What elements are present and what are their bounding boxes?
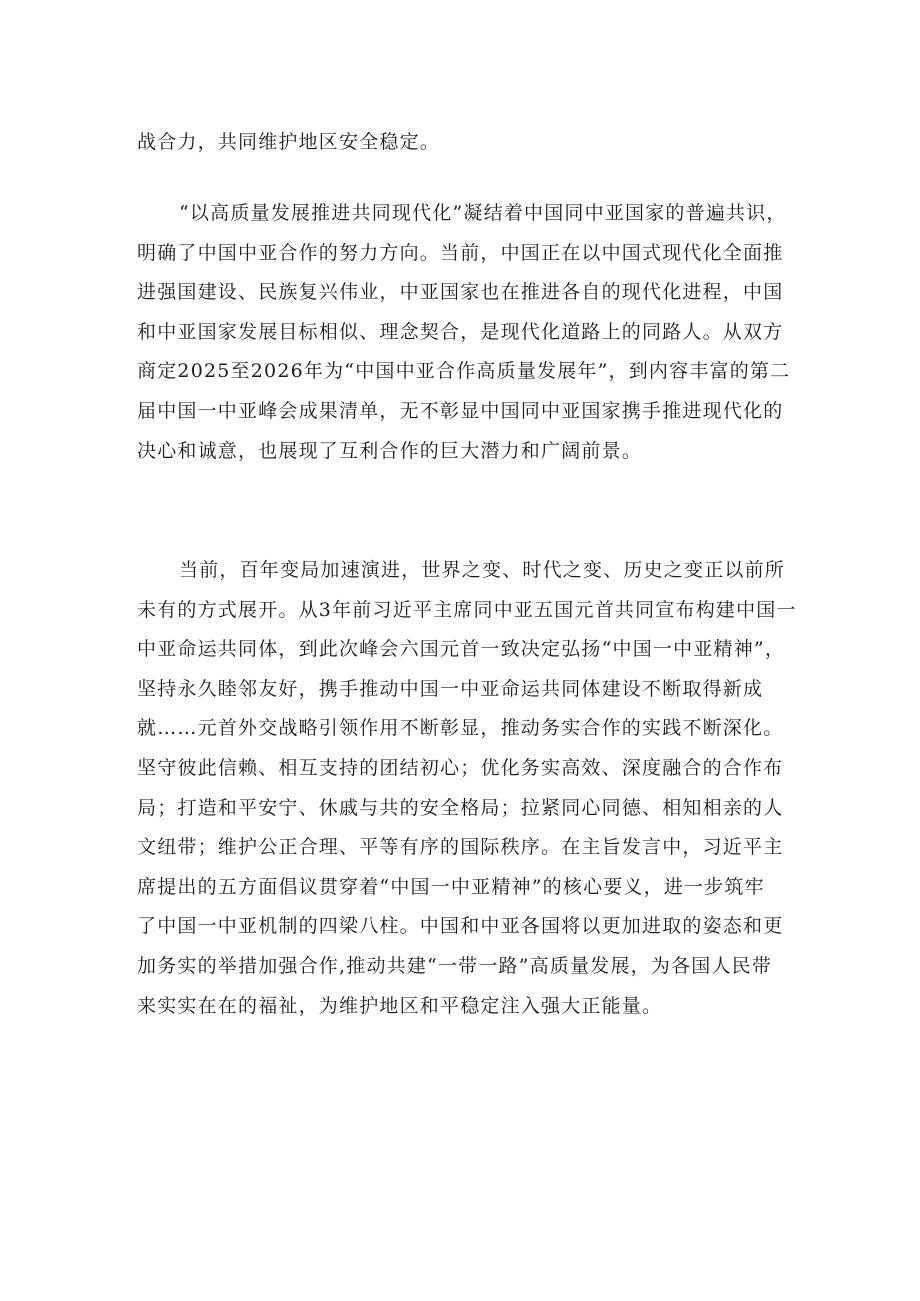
text-line: “以高质量发展推进共同现代化”凝结着中国同中亚国家的普遍共识，	[179, 202, 787, 224]
text-line: 就……元首外交战略引领作用不断彰显，推动务实合作的实践不断深化。	[137, 717, 784, 740]
text-line: 坚守彼此信赖、相互支持的团结初心；优化务实高效、深度融合的合作布	[137, 756, 784, 779]
paragraph-2	[137, 194, 807, 471]
text-line: 明确了中国中亚合作的努力方向。当前，中国正在以中国式现代化全面推	[137, 241, 784, 264]
text-line: 商定2025至2026年为“中国中亚合作高质量发展年”，到内容丰富的第二	[137, 360, 791, 383]
text-line: 战合力，共同维护地区安全稳定。	[137, 131, 441, 153]
text-line: 来实实在在的福祉，为维护地区和平稳定注入强大正能量。	[137, 994, 663, 1017]
text-line: 未有的方式展开。从3年前习近平主席同中亚五国元首共同宣布构建中国一	[137, 598, 797, 621]
text-line: 中亚命运共同体，到此次峰会六国元首一致决定弘扬“中国一中亚精神”，	[137, 638, 786, 661]
text-line: 坚持永久睦邻友好，携手推动中国一中亚命运共同体建设不断取得新成	[137, 677, 764, 700]
text-line: 当前，百年变局加速演进，世界之变、时代之变、历史之变正以前所	[179, 559, 786, 581]
text-line: 和中亚国家发展目标相似、理念契合，是现代化道路上的同路人。从双方	[137, 320, 784, 343]
text-line: 了中国一中亚机制的四梁八柱。中国和中亚各国将以更加进取的姿态和更	[137, 915, 784, 938]
text-line: 席提出的五方面倡议贯穿着“中国一中亚精神”的核心要义，进一步筑牢	[137, 875, 765, 898]
text-line: 进强国建设、民族复兴伟业，中亚国家也在推进各自的现代化进程，中国	[137, 281, 784, 304]
text-line: 加务实的举措加强合作,推动共建“一带一路”高质量发展，为各国人民带	[137, 954, 773, 977]
text-line: 届中国一中亚峰会成果清单，无不彰显中国同中亚国家携手推进现代化的	[137, 399, 784, 422]
text-line: 局；打造和平安宁、休戚与共的安全格局；拉紧同心同德、相知相亲的人	[137, 796, 784, 819]
paragraph-3	[137, 551, 807, 1026]
paragraph-1	[137, 123, 807, 163]
text-line: 文纽带；维护公正合理、平等有序的国际秩序。在主旨发言中，习近平主	[137, 836, 784, 859]
text-line: 决心和诚意，也展现了互利合作的巨大潜力和广阔前景。	[137, 439, 643, 462]
